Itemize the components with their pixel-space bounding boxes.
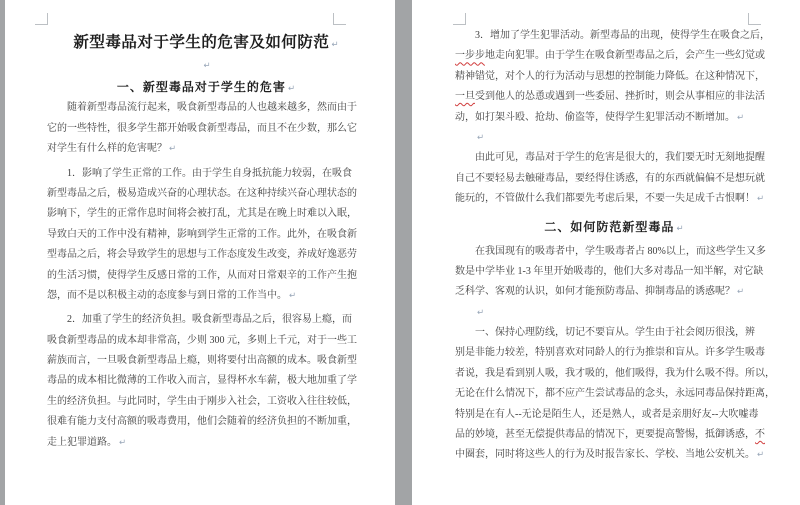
page-1[interactable] (5, 0, 395, 505)
text-run: 由此可见，毒品对于学生的危害是很大的，我们要无时无刻地提醒 (475, 152, 765, 164)
text-line (455, 323, 773, 343)
text-line (47, 331, 365, 351)
text-line (47, 204, 365, 224)
text-line (455, 108, 773, 128)
text-line (47, 98, 365, 118)
text-run: 走上犯罪道路。 (47, 436, 117, 448)
paragraph-mark-icon: ↵ (757, 194, 765, 205)
paragraph-mark-icon: ↵ (331, 40, 339, 50)
text-run: 新型毒品对于学生的危害及如何防范 (73, 34, 330, 51)
text-run: 很难有能力支付高额的吸毒费用，他们会随着的经济负担的不断加重， (47, 416, 357, 428)
text-line (455, 216, 773, 238)
text-line (455, 364, 773, 384)
text-run: 它的一些特性，很多学生都开始吸食新型毒品，而且不在少数，那么它 (47, 122, 357, 134)
text-run: 中圈套，同时将这些人的行为及时报告家长、学校、当地公安机关。 (455, 449, 755, 461)
text-run: 二、如何防范新型毒品 (544, 219, 675, 234)
text-line (455, 343, 773, 363)
text-run: 者说，我是看到别人吸，我才吸的，他们吸得，我为什么吸不得。所以， (455, 367, 775, 379)
text-line (47, 392, 365, 412)
text-line (455, 46, 773, 66)
text-run: 吸食新型毒品的成本却非常高，少则 300 元，多则上千元，对于一些工 (47, 334, 357, 346)
text-run: 乏科学、客观的认识，如何才能预防毒品、抑制毒品的诱惑呢？ (455, 286, 735, 298)
text-run: 别是非能力较差，特别喜欢对同龄人的行为推崇和盲从。许多学生吸毒 (455, 347, 765, 359)
text-run: 对学生有什么样的危害呢？ (47, 143, 167, 155)
text-run: 在我国现有的吸毒者中，学生吸毒者占 80%以上，而这些学生又多 (475, 245, 766, 257)
text-run: 生的经济负担。与此同时，学生由于刚步入社会，工资收入往往较低， (47, 395, 357, 407)
text-run: 能玩的，不管做什么我们都要先考虑后果，不要一失足成千古恨啊！ (455, 193, 755, 205)
blank-line (455, 128, 773, 148)
text-line (47, 266, 365, 286)
text-run: 影响下，学生的正常作息时间将会被打乱，尤其是在晚上时难以入眠， (47, 208, 357, 220)
text-line (455, 87, 773, 107)
paragraph-mark-icon: ↵ (169, 144, 177, 155)
paragraph-mark-icon: ↵ (203, 61, 211, 71)
blank-line (455, 303, 773, 323)
paragraph-mark-icon: ↵ (737, 112, 745, 123)
paragraph-mark-icon: ↵ (737, 287, 745, 298)
text-line (47, 433, 365, 453)
text-line (47, 412, 365, 432)
margin-crop-mark-top-left-icon (453, 13, 466, 25)
text-line (455, 189, 773, 209)
text-run: 受到他人的怂恿或遇到一些委屈、挫折时，则会从事相应的非法活 (475, 91, 765, 103)
text-run: 型毒品之后，将会导致学生的思想与工作态度发生改变，养成好逸恶劳 (47, 249, 357, 261)
text-line (47, 351, 365, 371)
text-line (455, 405, 773, 425)
text-line (455, 148, 773, 168)
text-run: 精神错觉，对个人的行为活动与思想的控制能力降低。在这种情况下， (455, 70, 765, 82)
text-line (47, 139, 365, 159)
text-run: 2．加重了学生的经济负担。吸食新型毒品之后，很容易上瘾，而 (67, 314, 352, 326)
text-line (47, 76, 365, 98)
text-run: 毒品的成本相比微薄的工作收入而言，显得杯水车薪，极大地加重了学 (47, 375, 357, 387)
text-run: 1．影响了学生正常的工作。由于学生自身抵抗能力较弱，在吸食 (67, 167, 352, 179)
text-run: 导致白天的工作中没有精神，影响到学生正常的工作。此外，在吸食新 (47, 228, 357, 240)
spellcheck-underline: 一步步 (455, 50, 485, 62)
text-line (47, 184, 365, 204)
text-line (455, 282, 773, 302)
text-line (47, 225, 365, 245)
paragraph-mark-icon: ↵ (119, 437, 127, 448)
text-run: 薪族而言，一旦吸食新型毒品上瘾，则将要付出高额的成本。吸食新型 (47, 355, 357, 367)
spellcheck-underline: 一旦 (455, 91, 475, 103)
text-run: 3．增加了学生犯罪活动。新型毒品的出现，使得学生在吸食之后， (475, 30, 770, 41)
text-line (47, 164, 365, 184)
page-2[interactable] (412, 0, 800, 505)
text-run: 无论在什么情况下，都不应产生尝试毒品的念头，永远同毒品保持距离， (455, 388, 775, 400)
margin-crop-mark-top-right-icon (748, 13, 761, 25)
text-line (47, 245, 365, 265)
text-run: 新型毒品之后，极易造成兴奋的心理状态。在这种持续兴奋心理状态的 (47, 187, 357, 199)
paragraph-mark-icon: ↵ (287, 84, 296, 95)
text-run: 地走向犯罪。由于学生在吸食新型毒品之后，会产生一些幻觉或 (485, 50, 765, 62)
blank-line (47, 56, 365, 76)
text-run: 一、保持心理防线，切记不要盲从。学生由于社会阅历很浅，辨 (475, 327, 755, 339)
text-run: 一、新型毒品对于学生的危害 (116, 80, 286, 95)
text-line (455, 169, 773, 189)
text-run: 随着新型毒品流行起来，吸食新型毒品的人也越来越多，然而由于 (67, 102, 357, 114)
paragraph-mark-icon: ↵ (477, 132, 485, 143)
text-run: 动，如打架斗殴、抢劫、偷盗等，使得学生犯罪活动不断增加。 (455, 111, 735, 123)
paragraph-mark-icon: ↵ (477, 307, 485, 318)
text-line (455, 445, 773, 465)
margin-crop-mark-top-left-icon (35, 13, 48, 25)
paragraph-mark-icon: ↵ (757, 450, 765, 461)
text-run: 数是中学毕业 1-3 年里开始吸毒的，他们大多对毒品一知半解，对它缺 (455, 265, 764, 277)
text-run: 怨，而不是以积极主动的态度参与到日常的工作当中。 (47, 289, 287, 301)
text-line (47, 286, 365, 306)
spellcheck-underline: 不 (755, 429, 765, 441)
text-line (47, 30, 365, 56)
text-line (47, 371, 365, 391)
text-run: 特别是在有人--无论是陌生人，还是熟人，或者是亲朋好友--大吹嘘毒 (455, 408, 759, 420)
text-run: 的生活习惯，使得学生反感日常的工作，从而对日常艰辛的工作产生抱 (47, 269, 357, 281)
text-run: 自己不要轻易去触碰毒品，要经得住诱惑，有的东西就偏偏不是想玩就 (455, 172, 765, 184)
text-line (455, 67, 773, 87)
text-line (455, 384, 773, 404)
text-line (455, 425, 773, 445)
page-2-text-area[interactable] (455, 26, 773, 466)
text-run: 品的妙境，甚至无偿提供毒品的情况下，更要提高警惕，抵御诱惑， (455, 429, 755, 441)
text-line (455, 262, 773, 282)
margin-crop-mark-top-right-icon (333, 13, 346, 25)
text-line (47, 119, 365, 139)
page-1-text-area[interactable] (47, 30, 365, 453)
text-line (455, 242, 773, 262)
paragraph-mark-icon: ↵ (289, 290, 297, 301)
text-line (455, 26, 773, 46)
text-line (47, 310, 365, 330)
paragraph-mark-icon: ↵ (676, 223, 684, 234)
